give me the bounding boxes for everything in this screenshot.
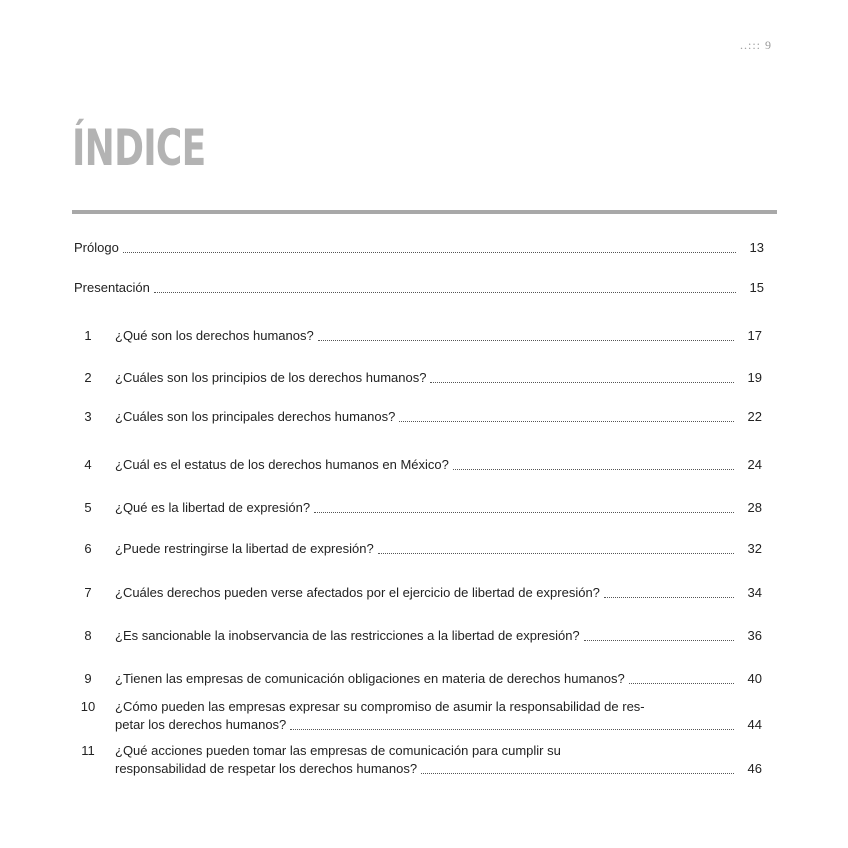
toc-entry-page: 15 [749, 280, 764, 295]
toc-entry-prologo[interactable] [74, 239, 764, 257]
chapter-title: ¿Cuáles son los principios de los derechos humanos? [115, 370, 427, 385]
toc-chapter-1[interactable] [78, 327, 762, 345]
dot-leader [154, 291, 736, 293]
dot-leader [123, 251, 736, 253]
chapter-number: 7 [84, 585, 92, 600]
chapter-number: 10 [80, 699, 96, 714]
chapter-title-line1: ¿Qué acciones pueden tomar las empresas de comunicación para cumplir su [115, 743, 561, 758]
toc-chapter-2[interactable] [78, 369, 762, 387]
toc-chapter-5[interactable] [78, 499, 762, 517]
chapter-title: ¿Puede restringirse la libertad de expresión? [115, 541, 374, 556]
chapter-number: 4 [84, 457, 92, 472]
toc-chapter-6[interactable] [78, 540, 762, 558]
chapter-page: 19 [747, 370, 762, 385]
chapter-title: ¿Es sancionable la inobservancia de las restricciones a la libertad de expresión? [115, 628, 580, 643]
dot-leader [318, 339, 734, 341]
toc-chapter-11[interactable] [78, 742, 762, 778]
dot-leader [430, 381, 734, 383]
toc-chapter-8[interactable] [78, 627, 762, 645]
chapter-title: ¿Tienen las empresas de comunicación obligaciones en materia de derechos humanos? [115, 671, 625, 686]
page-number: ..::: 9 [739, 38, 772, 52]
chapter-page: 28 [747, 500, 762, 515]
dot-leader [290, 728, 734, 730]
dot-leader [421, 772, 734, 774]
toc-chapter-3[interactable] [78, 408, 762, 426]
chapter-number: 9 [84, 671, 92, 686]
chapter-title: ¿Cuáles derechos pueden verse afectados por el ejercicio de libertad de expresión? [115, 585, 600, 600]
chapter-page: 46 [747, 761, 762, 776]
chapter-number: 11 [81, 743, 95, 758]
toc-chapter-10[interactable] [78, 698, 762, 734]
chapter-number: 1 [84, 328, 92, 343]
dot-leader [629, 682, 734, 684]
chapter-title-line1: ¿Cómo pueden las empresas expresar su compromiso de asumir la responsabilidad de res- [115, 699, 645, 714]
chapter-title-line2: petar los derechos humanos? [115, 717, 287, 732]
dot-leader [584, 639, 734, 641]
chapter-page: 40 [747, 671, 762, 686]
toc-entry-page: 13 [749, 240, 764, 255]
toc-entry-label: Prólogo [74, 240, 119, 255]
page-title: ÍNDICE [72, 119, 206, 177]
chapter-title: ¿Cuál es el estatus de los derechos humanos en México? [115, 457, 449, 472]
dot-leader [399, 420, 734, 422]
title-divider [72, 210, 777, 214]
chapter-number: 2 [84, 370, 92, 385]
chapter-page: 34 [747, 585, 762, 600]
chapter-number: 5 [84, 500, 92, 515]
dot-leader [604, 596, 734, 598]
chapter-number: 3 [84, 409, 92, 424]
toc-entry-label: Presentación [74, 280, 150, 295]
toc-entry-presentacion[interactable] [74, 279, 764, 297]
dot-leader [314, 511, 734, 513]
chapter-title-line2: responsabilidad de respetar los derechos humanos? [115, 761, 418, 776]
chapter-page: 44 [747, 717, 762, 732]
chapter-number: 8 [84, 628, 92, 643]
chapter-title: ¿Qué es la libertad de expresión? [115, 500, 311, 515]
chapter-number: 6 [84, 541, 92, 556]
toc-chapter-4[interactable] [78, 456, 762, 474]
dot-leader [378, 552, 734, 554]
toc-chapter-7[interactable] [78, 584, 762, 602]
chapter-page: 32 [747, 541, 762, 556]
chapter-page: 36 [747, 628, 762, 643]
chapter-page: 22 [747, 409, 762, 424]
chapter-page: 17 [747, 328, 762, 343]
chapter-page: 24 [747, 457, 762, 472]
chapter-title: ¿Qué son los derechos humanos? [115, 328, 314, 343]
chapter-title: ¿Cuáles son los principales derechos humanos? [115, 409, 396, 424]
dot-leader [453, 468, 734, 470]
toc-chapter-9[interactable] [78, 670, 762, 688]
